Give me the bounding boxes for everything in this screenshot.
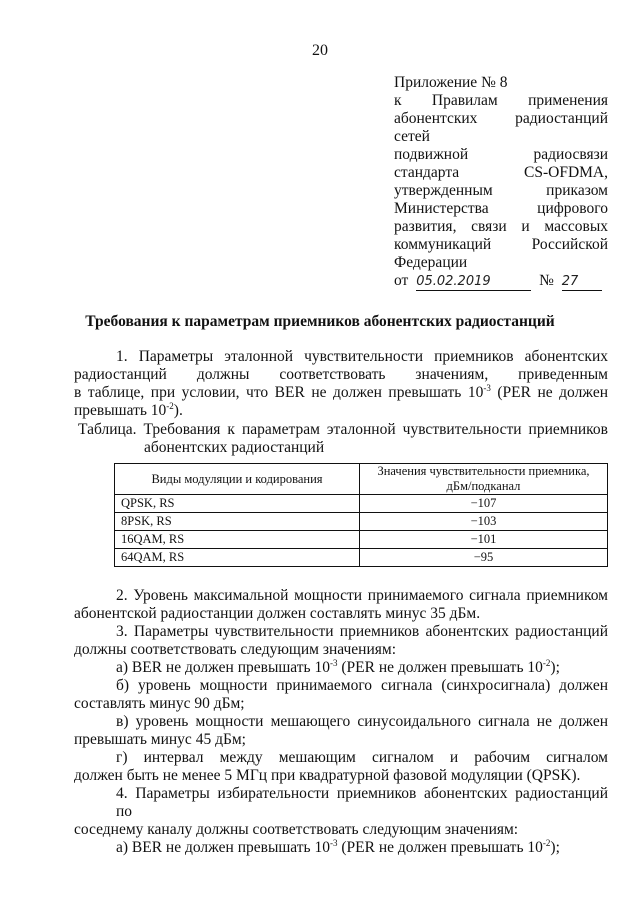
appendix-line: Приложение № 8 (394, 74, 508, 91)
text-line: соседнему каналу должны соответствовать следующим значениям: (74, 821, 519, 838)
table-row (115, 513, 608, 531)
text-fragment: ); (550, 659, 560, 676)
modulation-cell: 16QAM, RS (115, 531, 360, 549)
appendix-line: коммуникаций Российской (394, 236, 608, 253)
superscript: -3 (330, 658, 338, 668)
text-line: 4. Параметры избирательности приемников абонентских радиостанций по (116, 785, 608, 820)
superscript: -2 (542, 658, 551, 668)
text-fragment: ); (550, 839, 560, 856)
table-row (115, 549, 608, 567)
header-line: Значения чувствительности приемника, (377, 464, 590, 478)
modulation-cell: 8PSK, RS (115, 513, 360, 531)
text-line: превышать минус 45 дБм; (74, 731, 246, 748)
table-row (115, 531, 608, 549)
superscript: -3 (330, 838, 338, 848)
caption-line: абонентских радиостанций (144, 439, 325, 456)
text-line: 1. Параметры эталонной чувствительности приемников абонентских (116, 348, 608, 365)
text-line: радиостанций должны соответствовать значениям, приведенным (74, 366, 608, 383)
caption-line: Таблица. Требования к параметрам эталонной чувствительности приемников (78, 421, 608, 438)
sensitivity-cell: −95 (360, 549, 608, 567)
page-number: 20 (312, 42, 328, 59)
paragraph-2 (74, 587, 608, 623)
column-header-sensitivity (360, 464, 608, 495)
table-row (115, 495, 608, 513)
appendix-line: Министерства цифрового (394, 200, 608, 217)
text-line (74, 839, 608, 857)
handwritten-date: 05.02.2019 (416, 275, 531, 291)
paragraph-3 (74, 623, 608, 785)
date-prefix: от (394, 272, 409, 289)
order-date-line (394, 272, 608, 291)
text-fragment: превышать 10 (74, 402, 167, 419)
text-fragment: (PER не должен (490, 384, 608, 401)
table-caption (78, 421, 608, 457)
text-line: б) уровень мощности принимаемого сигнала (синхросигнала) должен (116, 677, 608, 694)
sensitivity-cell: −107 (360, 495, 608, 513)
table-header-row (115, 464, 608, 495)
modulation-cell: 64QAM, RS (115, 549, 360, 567)
text-fragment: а) BER не должен превышать 10 (116, 839, 330, 856)
superscript: -2 (166, 401, 174, 411)
sensitivity-table (114, 463, 608, 567)
appendix-line: развития, связи и массовых (394, 218, 608, 235)
handwritten-number: 27 (562, 275, 602, 291)
text-line (74, 384, 608, 402)
sensitivity-cell: −101 (360, 531, 608, 549)
modulation-cell: QPSK, RS (115, 495, 360, 513)
document-title: Требования к параметрам приемников абонентских радиостанций (85, 313, 555, 330)
appendix-header (394, 74, 608, 291)
sensitivity-cell: −103 (360, 513, 608, 531)
text-line (74, 659, 608, 677)
column-header-modulation: Виды модуляции и кодирования (115, 464, 360, 495)
text-line: должны соответствовать следующим значениям: (74, 641, 397, 658)
appendix-line: стандарта CS-OFDMA, (394, 164, 608, 181)
text-line: в) уровень мощности мешающего синусоидального сигнала не должен (116, 713, 608, 730)
text-line (74, 402, 608, 420)
paragraph-1 (74, 348, 608, 420)
text-line: абонентской радиостанции должен составлять минус 35 дБм. (74, 605, 481, 622)
appendix-line: утвержденным приказом (394, 182, 608, 199)
text-fragment: (PER не должен превышать 10 (337, 659, 543, 676)
superscript: -2 (542, 838, 551, 848)
text-line: г) интервал между мешающим сигналом и рабочим сигналом (116, 749, 608, 766)
text-fragment: ). (173, 402, 183, 419)
text-line: составлять минус 90 дБм; (74, 695, 245, 712)
appendix-line: абонентских радиостанций сетей (394, 110, 608, 145)
text-line: 2. Уровень максимальной мощности принимаемого сигнала приемником (116, 587, 608, 604)
text-line: должен быть не менее 5 МГц при квадратурной фазовой модуляции (QPSK). (74, 767, 581, 784)
appendix-line: Федерации (394, 254, 468, 271)
text-fragment: (PER не должен превышать 10 (337, 839, 543, 856)
paragraph-4 (74, 785, 608, 857)
text-fragment: в таблице, при условии, что BER не должен превышать 10 (74, 384, 484, 401)
appendix-line: подвижной радиосвязи (394, 146, 608, 163)
text-fragment: а) BER не должен превышать 10 (116, 659, 330, 676)
header-line: дБм/подканал (446, 479, 521, 493)
number-prefix: № (539, 272, 554, 289)
text-line: 3. Параметры чувствительности приемников абонентских радиостанций (116, 623, 608, 640)
superscript: -3 (483, 383, 491, 393)
appendix-line: к Правилам применения (394, 92, 608, 109)
